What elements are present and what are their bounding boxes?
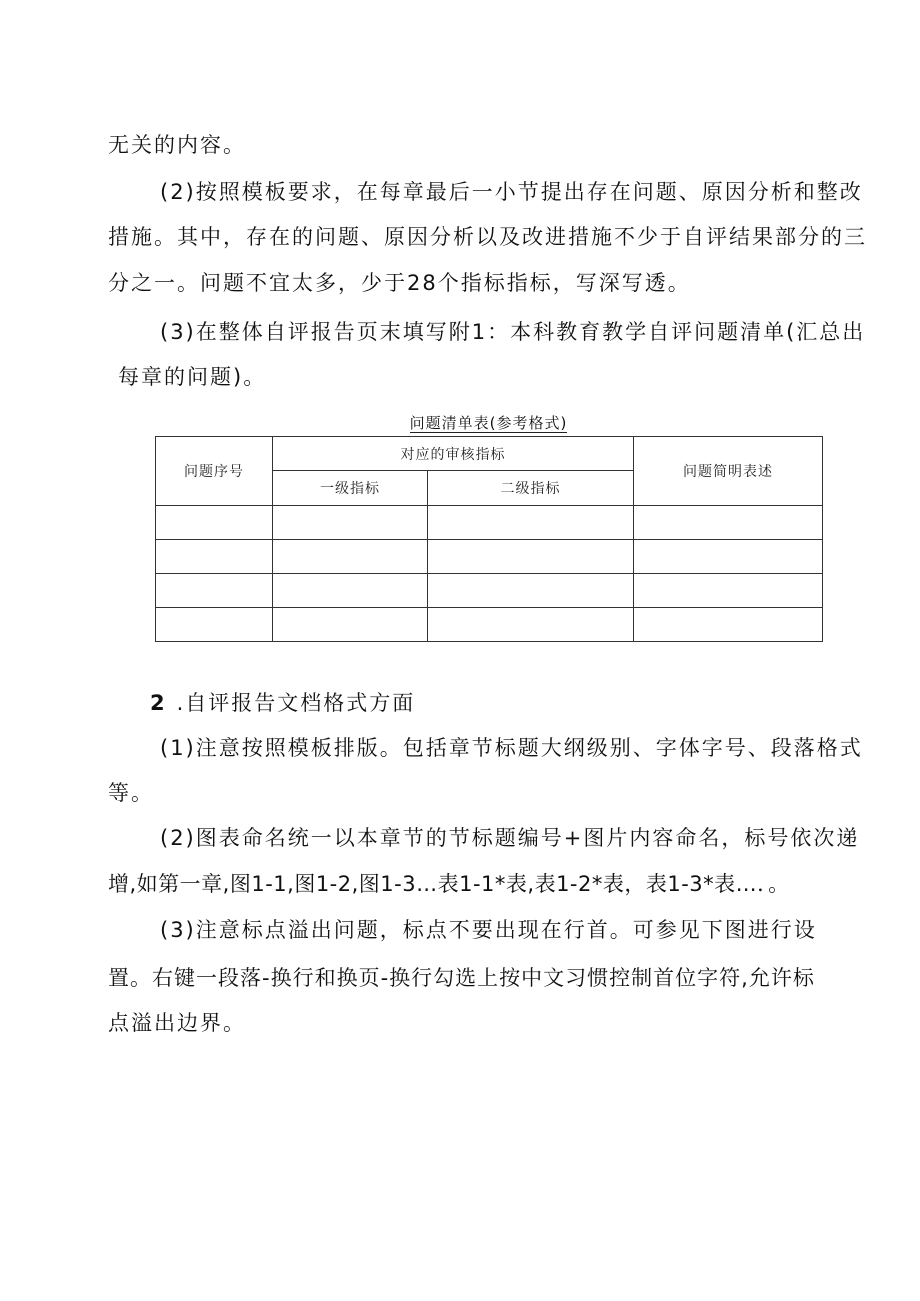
table-cell bbox=[273, 574, 428, 608]
section-heading bbox=[150, 688, 415, 718]
header-issue-desc: 问题简明表述 bbox=[634, 437, 823, 506]
paragraph-line: 每章的问题)。 bbox=[118, 365, 267, 389]
table-cell bbox=[156, 540, 273, 574]
paragraph-line: 等。 bbox=[108, 781, 154, 805]
table-cell bbox=[634, 574, 823, 608]
issue-list-table bbox=[155, 436, 823, 642]
table-caption: 问题清单表(参考格式) bbox=[409, 414, 568, 432]
paragraph-line: 增,如第一章,图1-1,图1-2,图1-3…表1-1*表,表1-2*表，表1-3*表…．。 bbox=[108, 872, 790, 896]
table-row bbox=[156, 574, 823, 608]
table-cell bbox=[634, 506, 823, 540]
section-number: 2 bbox=[150, 691, 167, 715]
table-cell bbox=[273, 506, 428, 540]
table-cell bbox=[428, 506, 634, 540]
paragraph-line: (1)注意按照模板排版。包括章节标题大纲级别、字体字号、段落格式 bbox=[160, 736, 863, 760]
paragraph-line: 置。右键一段落-换行和换页-换行勾选上按中文习惯控制首位字符,允许标 bbox=[108, 966, 815, 990]
table-row bbox=[156, 608, 823, 642]
paragraph-line: (2)图表命名统一以本章节的节标题编号+图片内容命名，标号依次递 bbox=[160, 826, 860, 850]
table-row bbox=[156, 540, 823, 574]
paragraph-line: 无关的内容。 bbox=[108, 133, 246, 157]
table-cell bbox=[428, 608, 634, 642]
paragraph-line: (3)注意标点溢出问题，标点不要出现在行首。可参见下图进行设 bbox=[160, 918, 817, 942]
table-cell bbox=[156, 574, 273, 608]
paragraph-line: (3)在整体自评报告页末填写附1：本科教育教学自评问题清单(汇总出 bbox=[160, 320, 866, 344]
table-cell bbox=[273, 608, 428, 642]
header-indicator-group: 对应的审核指标 bbox=[273, 437, 634, 471]
paragraph-line: 分之一。问题不宜太多，少于28个指标指标，写深写透。 bbox=[108, 271, 691, 295]
table-cell bbox=[634, 608, 823, 642]
header-level1-indicator: 一级指标 bbox=[273, 471, 428, 506]
table-cell bbox=[273, 540, 428, 574]
table-row bbox=[156, 506, 823, 540]
table-cell bbox=[156, 506, 273, 540]
paragraph-line: 措施。其中，存在的问题、原因分析以及改进措施不少于自评结果部分的三 bbox=[108, 225, 867, 249]
table-cell bbox=[428, 574, 634, 608]
section-title: .自评报告文档格式方面 bbox=[176, 691, 416, 715]
table-cell bbox=[428, 540, 634, 574]
header-level2-indicator: 二级指标 bbox=[428, 471, 634, 506]
paragraph-line: 点溢出边界。 bbox=[108, 1011, 246, 1035]
table-cell bbox=[634, 540, 823, 574]
table-cell bbox=[156, 608, 273, 642]
paragraph-line: (2)按照模板要求，在每章最后一小节提出存在问题、原因分析和整改 bbox=[160, 180, 863, 204]
header-issue-seq: 问题序号 bbox=[156, 437, 273, 506]
